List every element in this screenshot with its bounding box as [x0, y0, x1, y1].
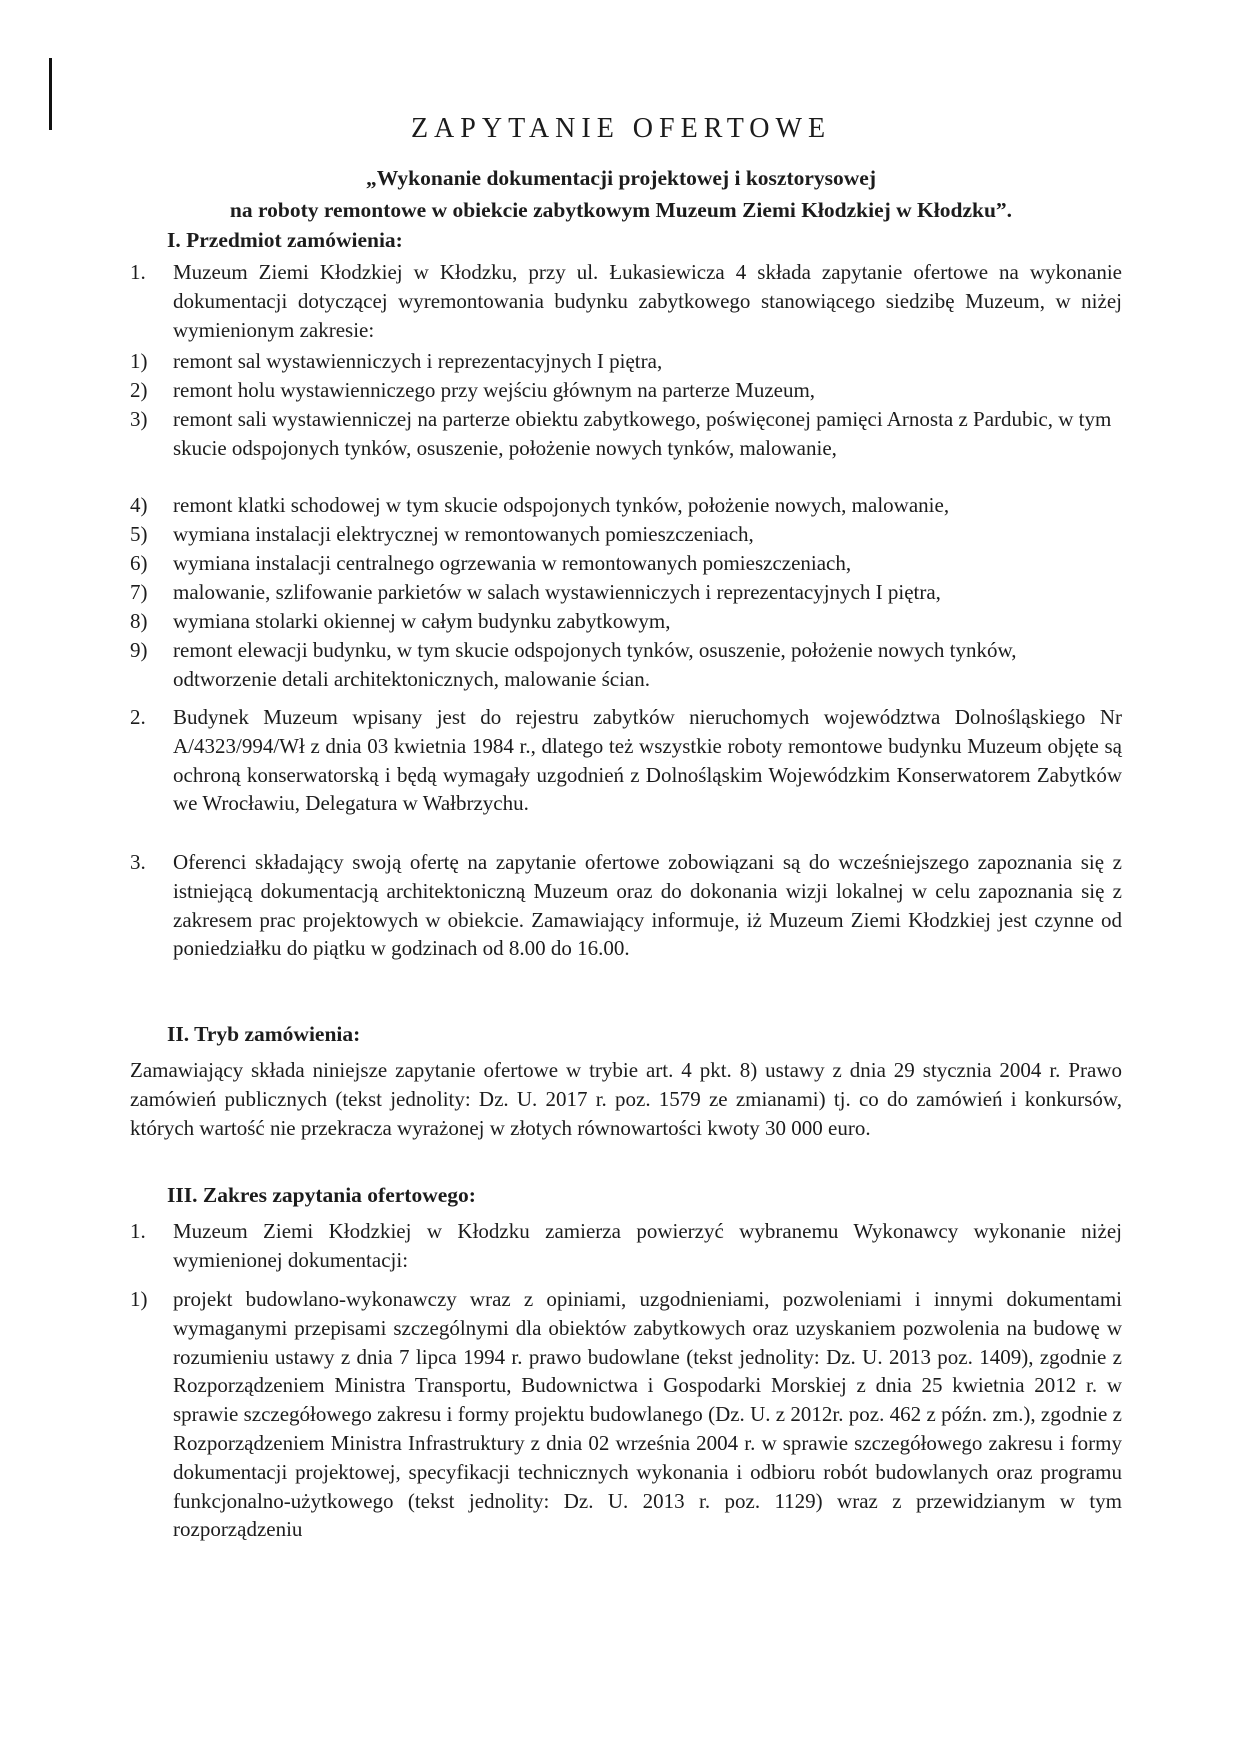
list-item-number: 2) [130, 378, 148, 402]
list-item-number: 4) [130, 493, 148, 517]
list-item-number: 6) [130, 551, 148, 575]
document-title: ZAPYTANIE OFERTOWE [410, 113, 832, 144]
paragraph-text: Budynek Muzeum wpisany jest do rejestru zabytków nieruchomych województwa Dolnośląskiego Nr A/4323/994/Wł z dnia 03 kwietnia 1984 r., dlatego też wszystkie roboty remontowe budynku Muzeum objęte są ochroną konserwatorską i będą wymagały uzgodnień z Dolnośląskim Wojewódzkim Konserwatorem Zabytków we Wrocławiu, Delegatura w Wałbrzychu. [173, 705, 1122, 816]
list-item-text: remont sal wystawienniczych i reprezentacyjnych I piętra, [173, 349, 663, 373]
list-item-number: 5) [130, 522, 148, 546]
list-item-number: 1) [130, 349, 148, 373]
list-item-text: wymiana instalacji elektrycznej w remontowanych pomieszczeniach, [173, 522, 754, 546]
list-item-number: 1) [130, 1287, 148, 1311]
paragraph-number: 1. [130, 1219, 146, 1243]
list-item-text: remont holu wystawienniczego przy wejściu głównym na parterze Muzeum, [173, 378, 816, 402]
list-item-number: 8) [130, 609, 148, 633]
section-3-heading: III. Zakres zapytania ofertowego: [167, 1183, 476, 1207]
list-item-text: wymiana stolarki okiennej w całym budynku zabytkowym, [173, 609, 671, 633]
section-1-heading: I. Przedmiot zamówienia: [167, 228, 403, 252]
list-item-text: remont sali wystawienniczej na parterze obiektu zabytkowego, poświęconej pamięci Arnosta z Pardubic, w tym skucie odspojonych tynków, osuszenie, położenie nowych tynków, malowanie, [173, 407, 1112, 460]
subtitle-line-1: „Wykonanie dokumentacji projektowej i kosztorysowej [365, 166, 876, 190]
paragraph-text: Oferenci składający swoją ofertę na zapytanie ofertowe zobowiązani są do wcześniejszego zapoznania się z istniejącą dokumentacją architektoniczną Muzeum oraz do dokonania wizji lokalnej w celu zapoznania się z zakresem prac projektowych w obiekcie. Zamawiający informuje, iż Muzeum Ziemi Kłodzkiej jest czynne od poniedziałku do piątku w godzinach od 8.00 do 16.00. [173, 850, 1122, 961]
list-item-text: remont klatki schodowej w tym skucie odspojonych tynków, położenie nowych, malowanie, [173, 493, 950, 517]
section-2-text: Zamawiający składa niniejsze zapytanie ofertowe w trybie art. 4 pkt. 8) ustawy z dnia 29 stycznia 2004 r. Prawo zamówień publicznych (tekst jednolity: Dz. U. 2017 r. poz. 1579 ze zmianami) tj. co do zamówień i konkursów, których wartość nie przekracza wyrażonej w złotych równowartości kwoty 30 000 euro. [130, 1058, 1122, 1140]
list-item-text: projekt budowlano-wykonawczy wraz z opiniami, uzgodnieniami, pozwoleniami i innymi dokumentami wymaganymi przepisami szczególnymi dla obiektów zabytkowych oraz uzyskaniem pozwolenia na budowę w rozumieniu ustawy z dnia 7 lipca 1994 r. prawo budowlane (tekst jednolity: Dz. U. 2013 poz. 1409), zgodnie z Rozporządzeniem Ministra Transportu, Budownictwa i Gospodarki Morskiej z dnia 25 kwietnia 2012 r. w sprawie szczegółowego zakresu i formy projektu budowlanego (Dz. U. z 2012r. poz. 462 z późn. zm.), zgodnie z Rozporządzeniem Ministra Infrastruktury z dnia 02 września 2004 r. w sprawie szczegółowego zakresu i formy dokumentacji projektowej, specyfikacji technicznych wykonania i odbioru robót budowlanych oraz programu funkcjonalno-użytkowego (tekst jednolity: Dz. U. 2013 r. poz. 1129) wraz z przewidzianym w tym rozporządzeniu [173, 1287, 1122, 1542]
list-item-text: malowanie, szlifowanie parkietów w salach wystawienniczych i reprezentacyjnych I piętra, [173, 580, 941, 604]
list-item-number: 9) [130, 638, 148, 662]
list-item-text: remont elewacji budynku, w tym skucie odspojonych tynków, osuszenie, położenie nowych tynków, odtworzenie detali architektonicznych, malowanie ścian. [173, 638, 1017, 691]
paragraph-text: Muzeum Ziemi Kłodzkiej w Kłodzku, przy ul. Łukasiewicza 4 składa zapytanie ofertowe na wykonanie dokumentacji dotyczącej wyremontowania budynku zabytkowego stanowiącego siedzibę Muzeum, w niżej wymienionym zakresie: [173, 260, 1122, 342]
paragraph-number: 3. [130, 850, 146, 874]
paragraph-number: 2. [130, 705, 146, 729]
list-item-number: 7) [130, 580, 148, 604]
section-2-heading: II. Tryb zamówienia: [167, 1022, 361, 1046]
paragraph-text: Muzeum Ziemi Kłodzkiej w Kłodzku zamierza powierzyć wybranemu Wykonawcy wykonanie niżej wymienionej dokumentacji: [173, 1219, 1122, 1272]
list-item-text: wymiana instalacji centralnego ogrzewania w remontowanych pomieszczeniach, [173, 551, 852, 575]
document-subtitle [0, 162, 1242, 226]
subtitle-line-2: na roboty remontowe w obiekcie zabytkowym Muzeum Ziemi Kłodzkiej w Kłodzku”. [229, 198, 1013, 222]
list-item-number: 3) [130, 407, 148, 431]
paragraph-number: 1. [130, 260, 146, 284]
